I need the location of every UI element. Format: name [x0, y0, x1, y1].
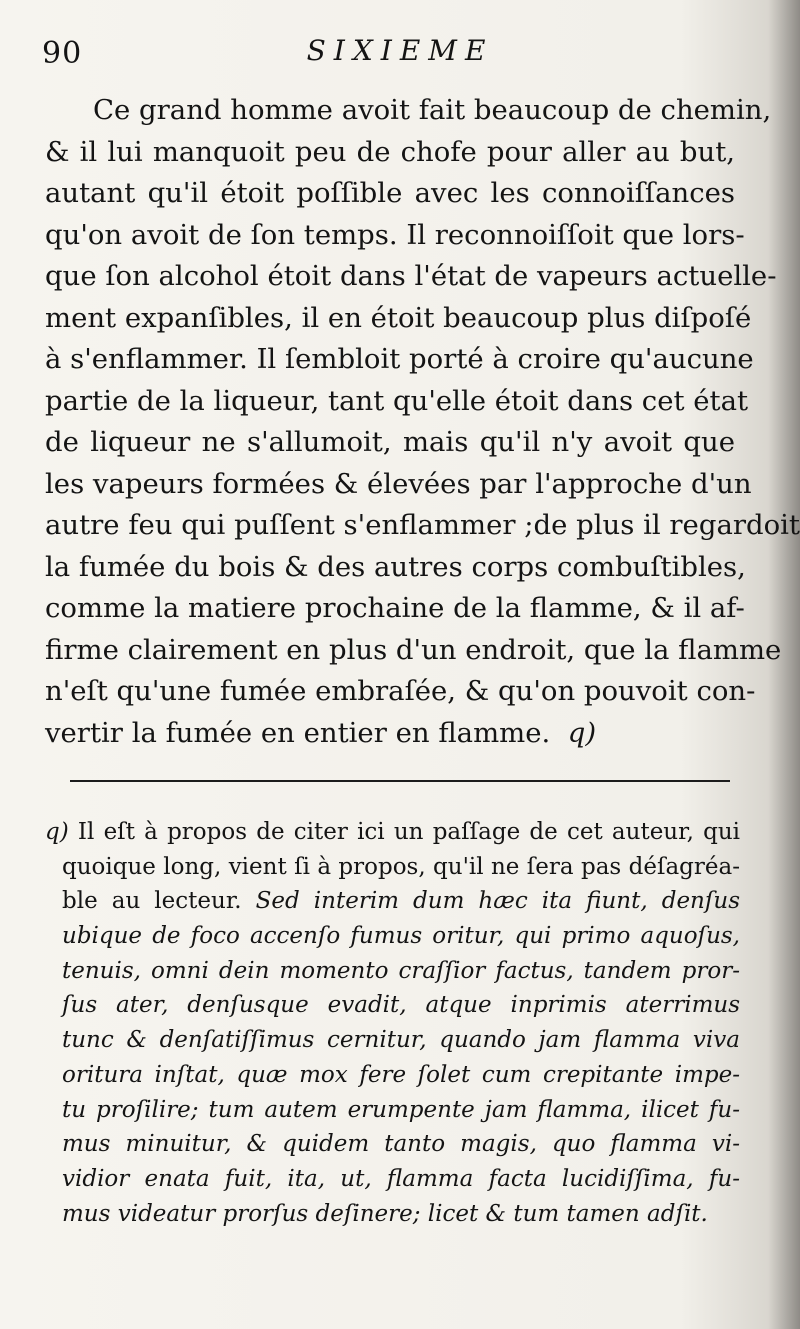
text-line: à s'enflammer. Il ſembloit porté à croire qu'aucune	[45, 343, 754, 375]
latin-quote-line: mus videatur prorſus deſinere; licet & tum tamen adſit.	[62, 1200, 708, 1227]
footnote	[45, 815, 740, 1231]
text-line: n'eſt qu'une fumée embraſée, & qu'on pouvoit con-	[45, 675, 756, 707]
latin-quote-line: vidior enata fuit, ita, ut, flamma facta lucidiſſima, fu-	[62, 1165, 740, 1192]
footnote-line	[45, 884, 740, 919]
text-line-last	[45, 713, 735, 755]
text-line: de liqueur ne s'allumoit, mais qu'il n'y avoit que	[45, 426, 735, 458]
latin-quote-line: ſus ater, denſusque evadit, atque inprimis aterrimus	[62, 992, 740, 1019]
latin-quote-line: mus minuitur, & quidem tanto magis, quo flamma vi-	[62, 1131, 740, 1158]
page-number: 90	[42, 36, 83, 71]
page-header	[0, 30, 800, 80]
text-line: vertir la fumée en entier en flamme.	[45, 716, 551, 749]
footnote-separator	[70, 780, 730, 782]
running-title: SIXIEME	[306, 34, 494, 67]
text-line: la fumée du bois & des autres corps combuſtibles,	[45, 550, 746, 583]
latin-quote-line: tu proſilire; tum autem erumpente jam flamma, ilicet fu-	[62, 1096, 740, 1123]
text-line: autant qu'il étoit poſſible avec les connoiſſances	[45, 177, 735, 209]
latin-quote-line: tunc & denſatiſſimus cernitur, quando jam flamma viva	[62, 1027, 740, 1054]
text-line: & il lui manquoit peu de chofe pour aller au but,	[45, 135, 735, 168]
main-text	[45, 90, 800, 754]
footnote-marker: q)	[45, 819, 69, 845]
text-line: qu'on avoit de ſon temps. Il reconnoiſſoit que lors-	[45, 218, 745, 251]
footnote-line	[45, 815, 740, 850]
text-line: Ce grand homme avoit fait beaucoup de chemin,	[93, 94, 772, 126]
text-line: que ſon alcohol étoit dans l'état de vapeurs actuelle-	[45, 260, 777, 292]
footnote-text: ble au lecteur.	[62, 888, 242, 915]
latin-quote-line: ubique de foco accenſo fumus oritur, qui primo aquoſus,	[62, 923, 740, 950]
text-line: autre feu qui puſſent s'enflammer ;de plus il regardoit	[45, 509, 800, 541]
latin-quote: Sed interim dum hæc ita fiunt, denſus	[255, 888, 740, 915]
text-line: comme la matiere prochaine de la flamme, & il af-	[45, 592, 745, 624]
footnote-line: quoique long, vient ſi à propos, qu'il ne ſera pas déſagréa-	[62, 853, 740, 880]
text-line: partie de la liqueur, tant qu'elle étoit dans cet état	[45, 384, 749, 417]
text-line: firme clairement en plus d'un endroit, que la flamme	[45, 633, 782, 666]
latin-quote-line: oritura inſtat, quæ mox fere ſolet cum crepitante impe-	[62, 1061, 740, 1088]
text-line: ment expanſibles, il en étoit beaucoup plus diſpoſé	[45, 301, 752, 334]
latin-quote-line: tenuis, omni dein momento craſſior factus, tandem pror-	[62, 957, 740, 984]
footnote-text: Il eſt à propos de citer ici un paſſage de cet auteur, qui	[77, 819, 740, 845]
footnote-reference: q)	[567, 716, 597, 749]
text-line: les vapeurs formées & élevées par l'approche d'un	[45, 467, 752, 500]
